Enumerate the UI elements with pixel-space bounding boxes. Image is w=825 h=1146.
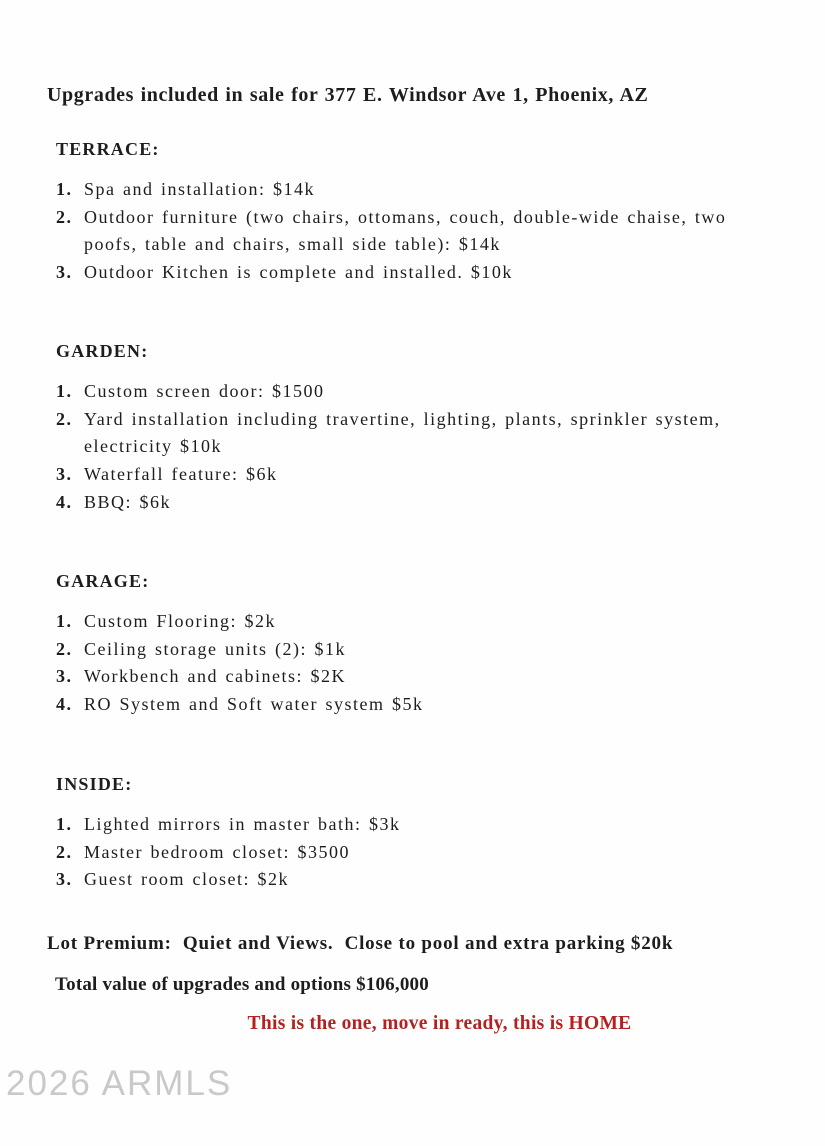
item-number: 4. <box>56 491 73 512</box>
item-text: Outdoor furniture (two chairs, ottomans, couch, double-wide chaise, two poofs, table and chairs, small side table): $14k <box>84 206 727 255</box>
item-number: 1. <box>56 179 73 199</box>
section-heading-garden: GARDEN: <box>56 341 149 361</box>
section-heading-terrace: TERRACE: <box>56 139 160 159</box>
upgrade-list-inside <box>56 811 776 894</box>
list-item <box>56 461 776 489</box>
item-text: Ceiling storage units (2): $1k <box>84 638 346 659</box>
list-item <box>56 406 776 461</box>
item-number: 1. <box>56 381 73 401</box>
document-title: Upgrades included in sale for 377 E. Windsor Ave 1, Phoenix, AZ <box>47 84 649 106</box>
list-item <box>56 378 776 406</box>
list-item <box>56 636 776 664</box>
total-value-line: Total value of upgrades and options $106,000 <box>55 974 429 995</box>
lot-premium-line: Lot Premium: Quiet and Views. Close to pool and extra parking $20k <box>47 933 674 954</box>
list-item <box>56 176 776 204</box>
item-text: Waterfall feature: $6k <box>84 464 278 485</box>
section-heading-garage: GARAGE: <box>56 571 150 591</box>
item-number: 1. <box>56 814 73 834</box>
item-text: RO System and Soft water system $5k <box>84 694 424 715</box>
upgrade-list-garden <box>56 378 776 517</box>
section-garden <box>56 341 776 517</box>
list-item <box>56 259 776 287</box>
upgrade-list-garage <box>56 608 776 719</box>
item-number: 3. <box>56 262 73 283</box>
item-text: Lighted mirrors in master bath: $3k <box>84 814 401 834</box>
list-item <box>56 866 776 894</box>
list-item <box>56 811 776 839</box>
section-garage <box>56 571 776 719</box>
item-text: Master bedroom closet: $3500 <box>84 841 350 862</box>
item-number: 4. <box>56 694 73 715</box>
section-heading-inside: INSIDE: <box>56 774 133 794</box>
upgrade-list-terrace <box>56 176 776 287</box>
item-text: Yard installation including travertine, lighting, plants, sprinkler system, electricity $10k <box>84 408 721 457</box>
item-text: Guest room closet: $2k <box>84 869 289 890</box>
item-number: 3. <box>56 464 73 485</box>
item-number: 2. <box>56 408 73 429</box>
list-item <box>56 839 776 867</box>
item-text: Custom Flooring: $2k <box>84 611 277 631</box>
item-text: Outdoor Kitchen is complete and installed. $10k <box>84 262 513 283</box>
item-number: 2. <box>56 206 73 227</box>
item-number: 1. <box>56 611 73 631</box>
item-text: Workbench and cabinets: $2K <box>84 666 346 687</box>
section-inside <box>56 774 776 894</box>
item-text: Spa and installation: $14k <box>84 179 315 199</box>
list-item <box>56 204 776 259</box>
list-item <box>56 691 776 719</box>
armls-watermark: 2026 ARMLS <box>6 1064 233 1103</box>
item-number: 3. <box>56 666 73 687</box>
list-item <box>56 489 776 517</box>
item-text: BBQ: $6k <box>84 491 172 512</box>
list-item <box>56 608 776 636</box>
list-item <box>56 663 776 691</box>
section-terrace <box>56 139 776 287</box>
item-text: Custom screen door: $1500 <box>84 381 325 401</box>
item-number: 2. <box>56 841 73 862</box>
tagline: This is the one, move in ready, this is HOME <box>247 1013 632 1034</box>
item-number: 2. <box>56 638 73 659</box>
item-number: 3. <box>56 869 73 890</box>
